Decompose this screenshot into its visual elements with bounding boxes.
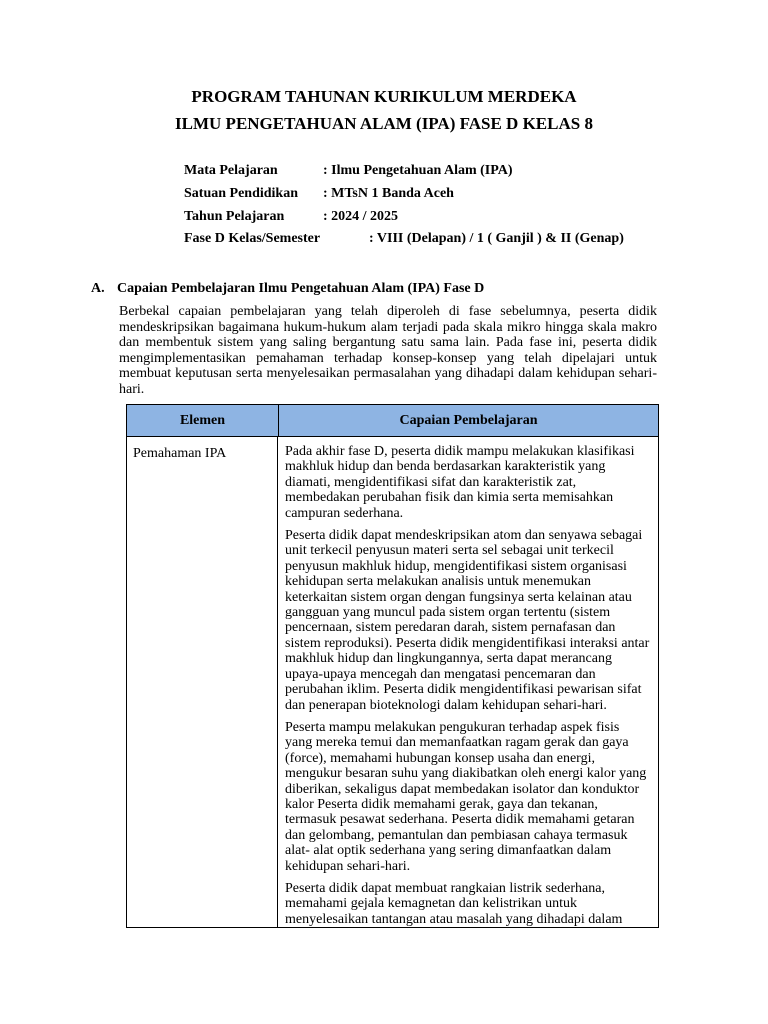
info-value: : Ilmu Pengetahuan Alam (IPA): [323, 163, 513, 178]
info-row-satuan-pendidikan: [184, 186, 744, 206]
info-value: : MTsN 1 Banda Aceh: [323, 186, 454, 201]
capaian-paragraph: Peserta mampu melakukan pengukuran terhadap aspek fisis yang mereka temui dan memanfaatkan ragam gerak dan gaya (force), memahami hubungan konsep usaha dan energi, mengukur besaran suhu yang diakibatkan oleh energi kalor yang diberikan, sekaligus dapat membedakan isolator dan konduktor kalor Peserta didik memahami gerak, gaya dan tekanan, termasuk pesawat sederhana. Peserta didik memahami getaran dan gelombang, pemantulan dan pembiasan cahaya termasuk alat- alat optik sederhana yang sering dimanfaatkan dalam kehidupan sehari-hari.: [285, 719, 647, 874]
cell-capaian: [278, 437, 658, 928]
info-row-mata-pelajaran: [184, 163, 744, 183]
info-value: : VIII (Delapan) / 1 ( Ganjil ) & II (Genap): [369, 231, 624, 246]
capaian-paragraph: Pada akhir fase D, peserta didik mampu melakukan klasifikasi makhluk hidup dan benda berdasarkan karakteristik yang diamati, mengidentifikasi sifat dan karakteristik zat, membedakan perubahan fisik dan kimia serta memisahkan campuran sederhana.: [285, 444, 635, 521]
info-label: Satuan Pendidikan: [184, 186, 298, 201]
cell-elemen: Pemahaman IPA: [127, 437, 278, 928]
capaian-paragraph: Peserta didik dapat mendeskripsikan atom dan senyawa sebagai unit terkecil penyusun materi serta sel sebagai unit terkecil penyusun makhluk hidup, mengidentifikasi sistem organisasi kehidupan serta melakukan analisis untuk menemukan keterkaitan sistem organ dengan fungsinya serta kelainan atau gangguan yang muncul pada sistem organ tertentu (sistem pencernaan, sistem peredaran darah, sistem pernafasan dan sistem reproduksi). Peserta didik mengidentifikasi interaksi antar makhluk hidup dan lingkungannya, serta dapat merancang upaya-upaya mencegah dan mengatasi pencemaran dan perubahan iklim. Peserta didik mengidentifikasi pewarisan sifat dan penerapan bioteknologi dalam kehidupan sehari-hari.: [285, 528, 650, 713]
table-header-row: [127, 405, 658, 437]
header-capaian-pembelajaran: Capaian Pembelajaran: [399, 412, 538, 428]
info-row-tahun-pelajaran: [184, 209, 744, 229]
section-letter: A.: [91, 281, 105, 296]
capaian-table: [126, 404, 659, 928]
section-title: Capaian Pembelajaran Ilmu Pengetahuan Alam (IPA) Fase D: [117, 281, 485, 296]
document-subtitle: ILMU PENGETAHUAN ALAM (IPA) FASE D KELAS 8: [175, 114, 593, 133]
info-row-kelas-semester: [184, 231, 744, 251]
section-a-heading: [91, 281, 484, 297]
section-intro-paragraph: Berbekal capaian pembelajaran yang telah diperoleh di fase sebelumnya, peserta didik mendeskripsikan bagaimana hukum-hukum alam terjadi pada skala mikro hingga skala makro dan membentuk sistem yang saling bergantung satu sama lain. Pada fase ini, peserta didik mengimplementasikan pemahaman terhadap konsep-konsep yang telah dipelajari untuk membuat keputusan serta menyelesaikan permasalahan yang dihadapi dalam kehidupan sehari-hari.: [119, 304, 657, 397]
info-label: Fase D Kelas/Semester: [184, 231, 321, 246]
table-row: [127, 437, 658, 928]
header-elemen: Elemen: [127, 405, 279, 436]
info-value: : 2024 / 2025: [323, 209, 399, 224]
capaian-paragraph: Peserta didik dapat membuat rangkaian listrik sederhana, memahami gejala kemagnetan dan kelistrikan untuk menyelesaikan tantangan atau masalah yang dihadapi dalam: [285, 880, 623, 927]
info-label: Mata Pelajaran: [184, 163, 278, 178]
document-title: PROGRAM TAHUNAN KURIKULUM MERDEKA: [191, 87, 577, 106]
info-label: Tahun Pelajaran: [184, 209, 285, 224]
